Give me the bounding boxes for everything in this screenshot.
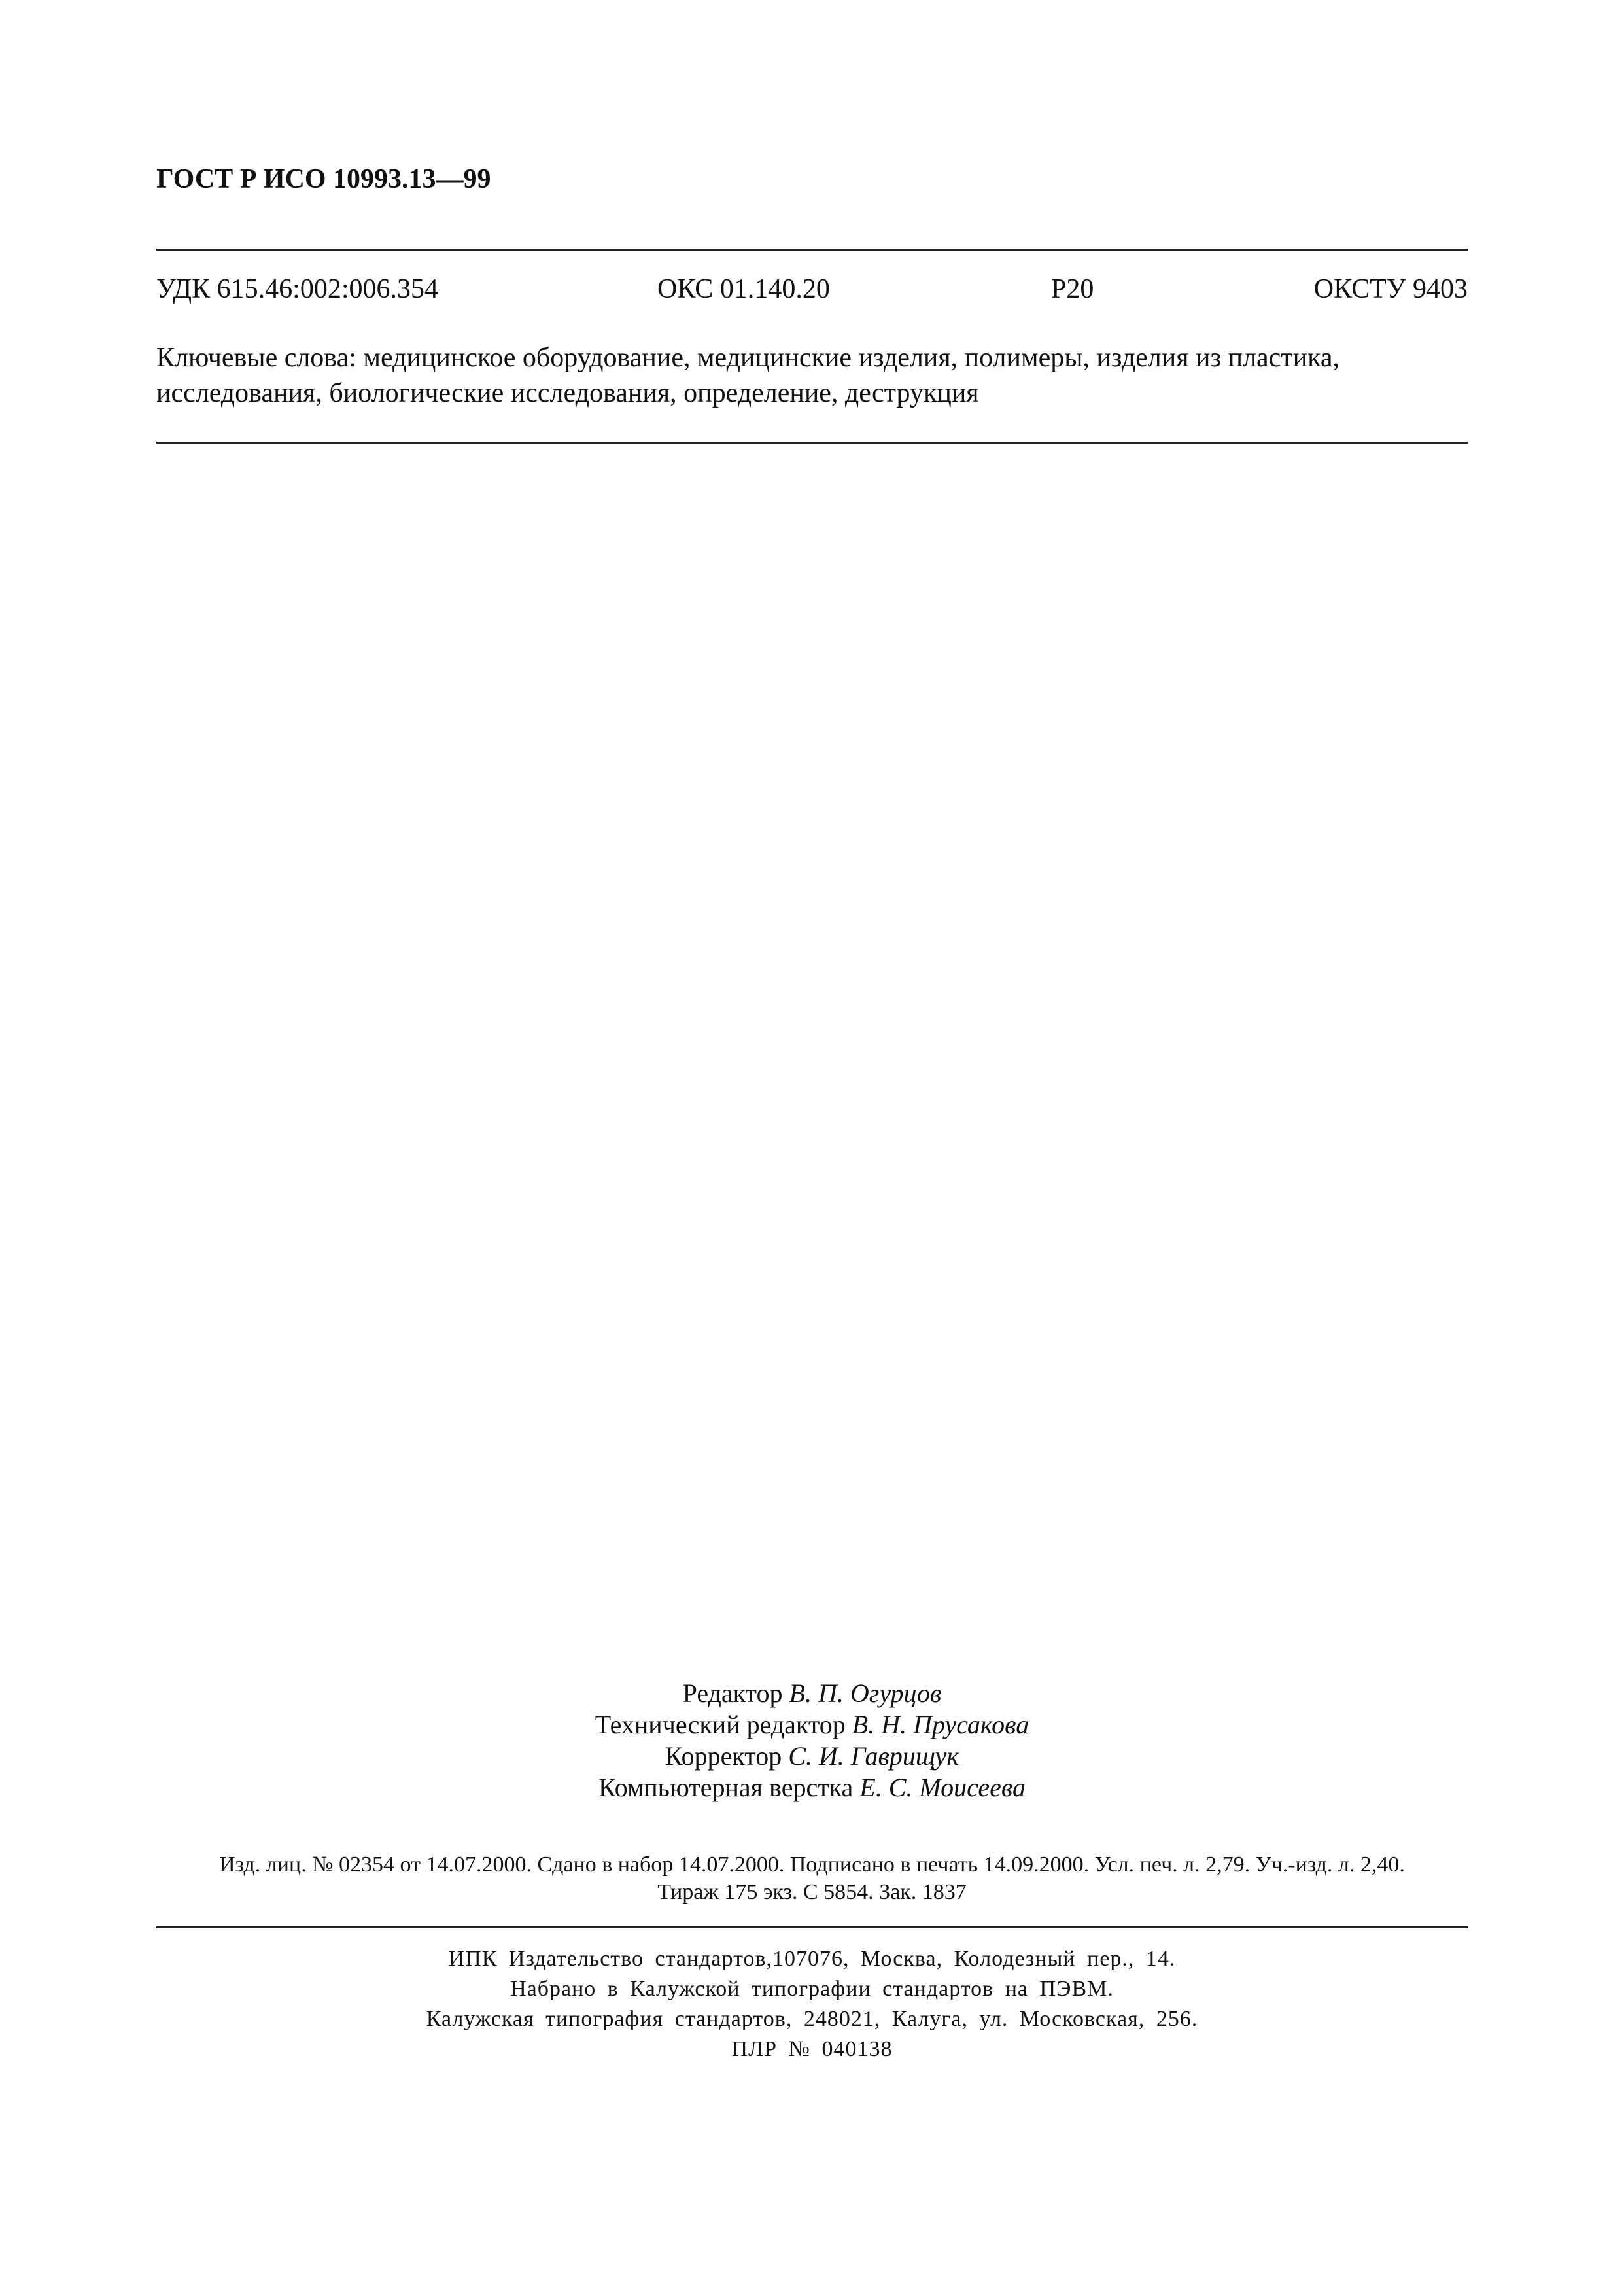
credit-name: В. Н. Прусакова [852,1710,1029,1739]
credit-role: Технический редактор [595,1710,846,1739]
credit-proofreader [0,1741,1624,1772]
udk-code: УДК 615.46:002:006.354 [156,274,438,304]
printer-line: Калужская типография стандартов, 248021, Калуга, ул. Московская, 256. [426,2007,1198,2031]
credit-editor [0,1678,1624,1709]
credit-role: Редактор [682,1679,783,1708]
classification-row [156,273,1468,313]
divider-bottom [156,1926,1468,1928]
imprint-line: Тираж 175 экз. С 5854. Зак. 1837 [657,1880,967,1904]
credit-role: Корректор [665,1741,782,1771]
printer-block [0,1944,1624,2064]
divider-top [156,249,1468,251]
keywords: Ключевые слова: медицинское оборудование, медицинские изделия, полимеры, изделия из пластика, исследования, биологические исследования, определение, деструкция [156,343,1340,408]
printer-line: ИПК Издательство стандартов,107076, Москва, Колодезный пер., 14. [448,1947,1176,1971]
printer-line: ПЛР № 040138 [731,2037,893,2061]
credit-name: Е. С. Моисеева [859,1773,1026,1802]
credit-role: Компьютерная верстка [598,1773,854,1802]
divider-middle [156,442,1468,444]
printer-line: Набрано в Калужской типографии стандартов на ПЭВМ. [510,1977,1114,2001]
group-code: Р20 [1051,274,1094,304]
credit-name: С. И. Гаврищук [788,1741,959,1771]
credit-tech-editor [0,1709,1624,1741]
okstu-code: ОКСТУ 9403 [1313,274,1468,304]
credit-layout [0,1772,1624,1803]
document-code: ГОСТ Р ИСО 10993.13—99 [156,164,491,194]
credit-name: В. П. Огурцов [789,1679,942,1708]
credits-block [0,1678,1624,1803]
oks-code: ОКС 01.140.20 [657,274,830,304]
imprint-block [156,1851,1468,1906]
imprint-line: Изд. лиц. № 02354 от 14.07.2000. Сдано в набор 14.07.2000. Подписано в печать 14.09.2000. Усл. печ. л. 2,79. Уч.-изд. л. 2,40. [219,1852,1405,1877]
